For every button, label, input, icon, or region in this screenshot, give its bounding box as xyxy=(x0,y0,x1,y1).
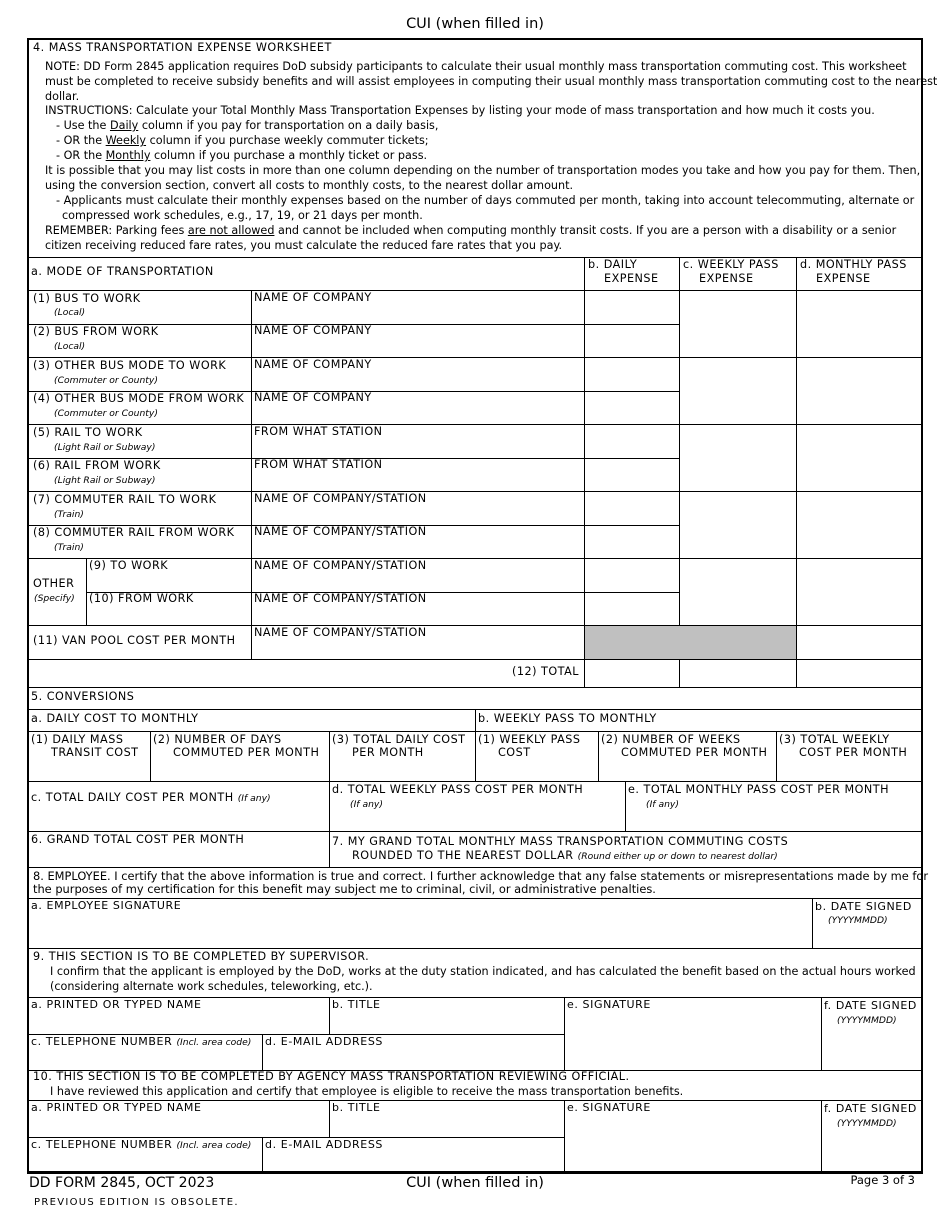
row-2-sub: (Local) xyxy=(54,341,86,352)
weeks-commuted-field[interactable] xyxy=(599,760,776,781)
supervisor-date-field[interactable] xyxy=(822,1030,921,1070)
row-3-daily-field[interactable] xyxy=(585,358,679,391)
total-daily-per-month-field[interactable] xyxy=(28,806,329,831)
commuter-rail-weekly-field[interactable] xyxy=(680,492,796,558)
conv-b1-label-2: COST xyxy=(498,746,531,759)
note-line-1: NOTE: DD Form 2845 application requires DoD subsidy participants to calculate their usual monthly mass transportation commuting cost. This worksheet xyxy=(45,60,907,73)
conv-a1-label-2: TRANSIT COST xyxy=(51,746,139,759)
total-weekly-pass-label: d. TOTAL WEEKLY PASS COST PER MONTH xyxy=(332,783,584,796)
row-1-name-field[interactable] xyxy=(252,291,584,324)
weekly-pass-cost-field[interactable] xyxy=(476,760,598,781)
employee-date-label: b. DATE SIGNED xyxy=(815,900,912,913)
official-signature-field[interactable] xyxy=(565,1115,821,1171)
row-2-name-label: NAME OF COMPANY xyxy=(254,324,372,337)
conv-b3-label-1: (3) TOTAL WEEKLY xyxy=(779,733,890,746)
official-name-field[interactable] xyxy=(28,1115,329,1137)
cui-footer: CUI (when filled in) xyxy=(406,1175,544,1191)
section-10-title: 10. THIS SECTION IS TO BE COMPLETED BY AGENCY MASS TRANSPORTATION REVIEWING OFFICIAL. xyxy=(33,1070,630,1083)
daily-transit-cost-field[interactable] xyxy=(28,760,150,781)
official-date-label: f. DATE SIGNED xyxy=(824,1102,917,1115)
instr-weekly: - OR the Weekly column if you purchase weekly commuter tickets; xyxy=(56,134,429,147)
conv-b2-label-1: (2) NUMBER OF WEEKS xyxy=(601,733,741,746)
supervisor-title-label: b. TITLE xyxy=(332,998,381,1011)
instr-monthly: - OR the Monthly column if you purchase a monthly ticket or pass. xyxy=(56,149,428,162)
row-9-daily-field[interactable] xyxy=(585,559,679,592)
other-label: OTHER xyxy=(33,577,75,590)
weekly-to-monthly-label: b. WEEKLY PASS TO MONTHLY xyxy=(478,712,657,725)
possible-line-1: It is possible that you may list costs in more than one column depending on the number of transportation modes you take and how you pay for them. Then, xyxy=(45,164,921,177)
row-5-label: (5) RAIL TO WORK xyxy=(33,426,143,439)
cui-header: CUI (when filled in) xyxy=(406,16,544,32)
grand-total-label: 6. GRAND TOTAL COST PER MONTH xyxy=(31,833,245,846)
form-number: DD FORM 2845, OCT 2023 xyxy=(29,1175,215,1191)
possible-line-2: using the conversion section, convert all costs to monthly costs, to the nearest dollar amount. xyxy=(45,179,574,192)
row-8-label: (8) COMMUTER RAIL FROM WORK xyxy=(33,526,235,539)
row-7-sub: (Train) xyxy=(54,509,84,520)
supervisor-name-label: a. PRINTED OR TYPED NAME xyxy=(31,998,202,1011)
total-daily-per-month-label: c. TOTAL DAILY COST PER MONTH (If any) xyxy=(31,791,271,804)
employee-date-field[interactable] xyxy=(813,928,921,948)
col-monthly-header-1: d. MONTHLY PASS xyxy=(800,258,907,271)
other-monthly-field[interactable] xyxy=(797,559,921,625)
official-date-field[interactable] xyxy=(822,1133,921,1171)
row-7-name-label: NAME OF COMPANY/STATION xyxy=(254,492,427,505)
col-daily-header-1: b. DAILY xyxy=(588,258,638,271)
van-pool-shaded-cell xyxy=(585,626,796,659)
row-3-label: (3) OTHER BUS MODE TO WORK xyxy=(33,359,227,372)
total-weekly-pass-field[interactable] xyxy=(330,812,625,831)
row-2-label: (2) BUS FROM WORK xyxy=(33,325,159,338)
row-6-sub: (Light Rail or Subway) xyxy=(54,475,156,486)
supervisor-phone-field[interactable] xyxy=(28,1050,262,1070)
row-10-name-field[interactable] xyxy=(252,593,584,625)
total-monthly-pass-field[interactable] xyxy=(626,812,921,831)
row-6-daily-field[interactable] xyxy=(585,459,679,491)
row-11-name-field[interactable] xyxy=(252,626,584,659)
other-specify: (Specify) xyxy=(34,593,75,604)
section-9-line-1: I confirm that the applicant is employed by the DoD, works at the duty station indicated, and has calculated the benefit based on the actual hours worked xyxy=(50,965,916,978)
section-9-line-2: (considering alternate work schedules, teleworking, etc.). xyxy=(50,980,373,993)
row-6-station-field[interactable] xyxy=(252,459,584,491)
row-7-label: (7) COMMUTER RAIL TO WORK xyxy=(33,493,217,506)
official-name-label: a. PRINTED OR TYPED NAME xyxy=(31,1101,202,1114)
col-weekly-header-1: c. WEEKLY PASS xyxy=(683,258,779,271)
row-7-name-field[interactable] xyxy=(252,492,584,525)
row-4-name-field[interactable] xyxy=(252,392,584,424)
row-1-daily-field[interactable] xyxy=(585,291,679,324)
other-bus-weekly-field[interactable] xyxy=(680,358,796,424)
row-3-name-field[interactable] xyxy=(252,358,584,391)
supervisor-email-field[interactable] xyxy=(263,1050,564,1070)
row-6-label: (6) RAIL FROM WORK xyxy=(33,459,161,472)
bus-monthly-field[interactable] xyxy=(797,291,921,357)
row-5-daily-field[interactable] xyxy=(585,425,679,458)
official-phone-field[interactable] xyxy=(28,1153,262,1171)
conv-b3-label-2: COST PER MONTH xyxy=(799,746,908,759)
row-10-label: (10) FROM WORK xyxy=(89,592,194,605)
conv-b2-label-2: COMMUTED PER MONTH xyxy=(621,746,768,759)
row-10-daily-field[interactable] xyxy=(585,593,679,625)
note-line-2: must be completed to receive subsidy benefits and will assist employees in computing their usual monthly mass transportation commuting cost to the nearest xyxy=(45,75,938,88)
section-4-title: 4. MASS TRANSPORTATION EXPENSE WORKSHEET xyxy=(33,41,332,54)
grand-total-monthly-label-1: 7. MY GRAND TOTAL MONTHLY MASS TRANSPORTATION COMMUTING COSTS xyxy=(332,835,789,848)
total-label: (12) TOTAL xyxy=(512,665,580,678)
section-10-line-1: I have reviewed this application and certify that employee is eligible to receive the mass transportation benefits. xyxy=(50,1085,684,1098)
official-email-field[interactable] xyxy=(263,1153,564,1171)
total-weekly-field[interactable] xyxy=(680,660,796,687)
row-6-name-label: FROM WHAT STATION xyxy=(254,458,383,471)
other-bus-monthly-field[interactable] xyxy=(797,358,921,424)
supervisor-title-field[interactable] xyxy=(330,1012,564,1034)
bus-weekly-field[interactable] xyxy=(680,291,796,357)
official-phone-label: c. TELEPHONE NUMBER (Incl. area code) xyxy=(31,1138,252,1151)
row-9-name-field[interactable] xyxy=(252,559,584,592)
commuter-rail-monthly-field[interactable] xyxy=(797,492,921,558)
total-monthly-pass-sub: (If any) xyxy=(646,799,679,810)
row-4-name-label: NAME OF COMPANY xyxy=(254,391,372,404)
supervisor-phone-label: c. TELEPHONE NUMBER (Incl. area code) xyxy=(31,1035,252,1048)
row-1-sub: (Local) xyxy=(54,307,86,318)
page-number: Page 3 of 3 xyxy=(850,1173,915,1187)
row-10-name-label: NAME OF COMPANY/STATION xyxy=(254,592,427,605)
row-2-daily-field[interactable] xyxy=(585,325,679,357)
row-8-name-field[interactable] xyxy=(252,526,584,558)
row-8-daily-field[interactable] xyxy=(585,526,679,558)
col-monthly-header-2: EXPENSE xyxy=(816,272,871,285)
row-11-name-label: NAME OF COMPANY/STATION xyxy=(254,626,427,639)
instr-daily: - Use the Daily column if you pay for transportation on a daily basis, xyxy=(56,119,439,132)
row-4-label: (4) OTHER BUS MODE FROM WORK xyxy=(33,392,245,405)
conv-a2-label-2: COMMUTED PER MONTH xyxy=(173,746,320,759)
row-4-sub: (Commuter or County) xyxy=(54,408,158,419)
supervisor-date-label: f. DATE SIGNED xyxy=(824,999,917,1012)
note-line-3: dollar. xyxy=(45,90,80,103)
row-8-name-label: NAME OF COMPANY/STATION xyxy=(254,525,427,538)
row-4-daily-field[interactable] xyxy=(585,392,679,424)
conv-b1-label-1: (1) WEEKLY PASS xyxy=(478,733,581,746)
col-daily-header-2: EXPENSE xyxy=(604,272,659,285)
row-5-sub: (Light Rail or Subway) xyxy=(54,442,156,453)
other-weekly-field[interactable] xyxy=(680,559,796,625)
rail-monthly-field[interactable] xyxy=(797,425,921,491)
row-7-daily-field[interactable] xyxy=(585,492,679,525)
total-weekly-pass-sub: (If any) xyxy=(350,799,383,810)
conv-a1-label-1: (1) DAILY MASS xyxy=(31,733,124,746)
row-9-name-label: NAME OF COMPANY/STATION xyxy=(254,559,427,572)
row-1-name-label: NAME OF COMPANY xyxy=(254,291,372,304)
official-date-format: (YYYYMMDD) xyxy=(837,1118,897,1129)
conv-a2-label-1: (2) NUMBER OF DAYS xyxy=(153,733,282,746)
supervisor-signature-field[interactable] xyxy=(565,1012,821,1070)
row-9-label: (9) TO WORK xyxy=(89,559,169,572)
official-title-label: b. TITLE xyxy=(332,1101,381,1114)
section-5-title: 5. CONVERSIONS xyxy=(31,690,135,703)
employee-signature-label: a. EMPLOYEE SIGNATURE xyxy=(31,899,182,912)
section-8-line-2: the purposes of my certification for this benefit may subject me to criminal, civil, or administrative penalties. xyxy=(33,882,656,896)
row-2-name-field[interactable] xyxy=(252,325,584,357)
supervisor-date-format: (YYYYMMDD) xyxy=(837,1015,897,1026)
instructions: INSTRUCTIONS: Calculate your Total Monthly Mass Transportation Expenses by listing your mode of mass transportation and how much it costs you. xyxy=(45,104,875,117)
total-monthly-pass-label: e. TOTAL MONTHLY PASS COST PER MONTH xyxy=(628,783,890,796)
total-daily-cost-field[interactable] xyxy=(330,760,475,781)
van-pool-monthly-field[interactable] xyxy=(797,626,921,659)
applicants-line-2: compressed work schedules, e.g., 17, 19, or 21 days per month. xyxy=(62,209,423,222)
conv-a3-label-1: (3) TOTAL DAILY COST xyxy=(332,733,466,746)
grand-total-monthly-label-2: ROUNDED TO THE NEAREST DOLLAR (Round either up or down to nearest dollar) xyxy=(352,849,778,862)
supervisor-signature-label: e. SIGNATURE xyxy=(567,998,651,1011)
row-3-sub: (Commuter or County) xyxy=(54,375,158,386)
grand-total-field[interactable] xyxy=(28,848,329,867)
official-title-field[interactable] xyxy=(330,1115,564,1137)
row-11-label: (11) VAN POOL COST PER MONTH xyxy=(33,634,236,647)
daily-to-monthly-label: a. DAILY COST TO MONTHLY xyxy=(31,712,199,725)
row-3-name-label: NAME OF COMPANY xyxy=(254,358,372,371)
supervisor-email-label: d. E-MAIL ADDRESS xyxy=(265,1035,384,1048)
row-5-name-label: FROM WHAT STATION xyxy=(254,425,383,438)
obsolete-notice: PREVIOUS EDITION IS OBSOLETE. xyxy=(34,1197,239,1208)
remember-line-2: citizen receiving reduced fare rates, you must calculate the reduced fare rates that you pay. xyxy=(45,239,563,252)
row-8-sub: (Train) xyxy=(54,542,84,553)
employee-date-format: (YYYYMMDD) xyxy=(828,915,888,926)
rail-weekly-field[interactable] xyxy=(680,425,796,491)
supervisor-name-field[interactable] xyxy=(28,1012,329,1034)
official-email-label: d. E-MAIL ADDRESS xyxy=(265,1138,384,1151)
days-commuted-field[interactable] xyxy=(151,760,329,781)
remember-line-1: REMEMBER: Parking fees are not allowed and cannot be included when computing monthly transit costs. If you are a person with a disability or a senior xyxy=(45,224,897,237)
applicants-line-1: - Applicants must calculate their monthly expenses based on the number of days commuted per month, taking into account telecommuting, alternate or xyxy=(56,194,915,207)
row-1-label: (1) BUS TO WORK xyxy=(33,292,141,305)
conv-a3-label-2: PER MONTH xyxy=(352,746,424,759)
official-signature-label: e. SIGNATURE xyxy=(567,1101,651,1114)
col-mode-header: a. MODE OF TRANSPORTATION xyxy=(31,265,214,278)
employee-signature-field[interactable] xyxy=(28,913,812,948)
section-8-line-1: 8. EMPLOYEE. I certify that the above information is true and correct. I further acknowledge that any false statements or misrepresentations made by me for xyxy=(33,869,929,883)
total-daily-field[interactable] xyxy=(585,660,679,687)
col-weekly-header-2: EXPENSE xyxy=(699,272,754,285)
total-monthly-field[interactable] xyxy=(797,660,921,687)
row-5-station-field[interactable] xyxy=(252,425,584,458)
total-weekly-cost-field[interactable] xyxy=(777,760,921,781)
section-9-title: 9. THIS SECTION IS TO BE COMPLETED BY SUPERVISOR. xyxy=(33,950,370,963)
